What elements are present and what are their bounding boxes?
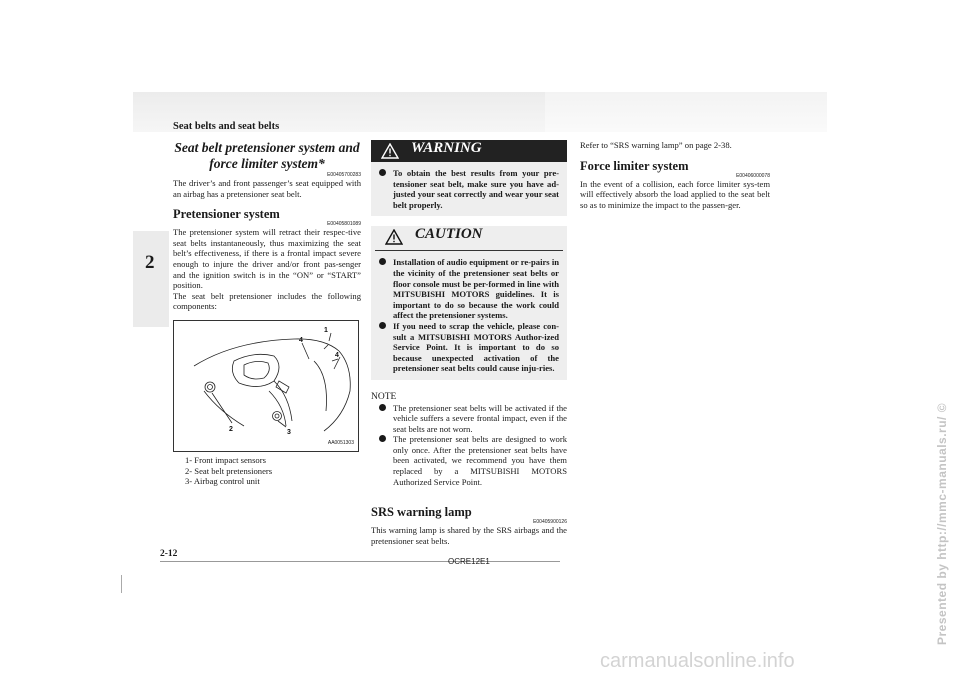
chapter-number: 2 — [145, 252, 155, 273]
callout-3: 3 — [287, 428, 291, 436]
side-mark — [121, 575, 122, 593]
srs-heading: SRS warning lamp — [371, 505, 472, 520]
figure-legend — [185, 455, 361, 487]
heading-code: E00405700283 — [327, 172, 361, 178]
header-band-right — [545, 92, 827, 132]
callout-2: 2 — [229, 425, 233, 433]
column-middle — [371, 140, 567, 546]
note-item: The pretensioner seat belts are designed to work only once. After the pretensioner seat belts have been activated, we recommend you have them replaced by a MITSUBISHI MOTORS Authorized Service Point. — [393, 434, 567, 487]
note-item: The pretensioner seat belts will be activated if the vehicle suffers a severe frontal impact, even if the seat belts are not worn. — [393, 403, 567, 435]
section-title: Seat belts and seat belts — [173, 121, 280, 132]
caution-item: If you need to scrap the vehicle, please con-sult a MITSUBISHI MOTORS Author-ized Service Point. It is important to do so because unexpected activation of the pretensioner seat belts could cause inju-ries. — [393, 321, 559, 374]
warning-box — [371, 140, 567, 216]
caution-item: Installation of audio equipment or re-pairs in the vicinity of the pretensioner seat belts or floor console must be per-formed in line with MITSUBISHI MOTORS guidelines. It is important to do so because the work could affect the pretensioner systems. — [393, 257, 559, 321]
srs-paragraph: This warning lamp is shared by the SRS airbags and the pretensioner seat belts. — [371, 525, 567, 546]
side-watermark: Presented by http://mmc-manuals.ru/ © — [935, 402, 949, 645]
note-list — [371, 403, 567, 488]
caution-list — [371, 251, 567, 374]
refer-text: Refer to “SRS warning lamp” on page 2-38. — [580, 140, 732, 150]
legend-item: 3- Airbag control unit — [185, 476, 260, 487]
pretensioner-heading: Pretensioner system — [173, 207, 280, 222]
legend-item: 2- Seat belt pretensioners — [185, 465, 273, 476]
chapter-tab — [133, 231, 169, 327]
main-heading: Seat belt pretensioner system and force limiter system* — [174, 140, 360, 171]
caution-header — [375, 226, 563, 251]
components-figure — [173, 320, 359, 452]
bullet-icon — [379, 258, 386, 265]
callout-1: 1 — [324, 326, 328, 334]
column-right — [580, 140, 770, 210]
figure-code: AA0051303 — [327, 440, 354, 447]
footer-rule — [160, 561, 560, 562]
pretensioner-paragraph-1: The pretensioner system will retract their respec-tive seat belts instantaneously, thus maximizing the seat belt’s effectiveness, if there is a frontal impact severe enough to injure the driver and/or front pas-senger and the ignition switch is in the “ON” or “START” position. — [173, 227, 361, 291]
caution-box — [371, 226, 567, 380]
column-left — [173, 140, 361, 487]
page-number: 2-12 — [160, 549, 178, 559]
caution-label: CAUTION — [415, 226, 483, 243]
pretensioner-paragraph-2: The seat belt pretensioner includes the following components: — [173, 290, 361, 312]
force-limiter-code: E00406000078 — [736, 172, 770, 179]
force-limiter-paragraph: In the event of a collision, each force limiter sys-tem will effectively absorb the load applied to the seat belt so as to minimize the impact to the passen-ger. — [580, 178, 770, 210]
intro-paragraph: The driver’s and front passenger’s seat equipped with an airbag has a pretensioner seat belt. — [173, 178, 361, 199]
legend-item: 1- Front impact sensors — [185, 454, 266, 465]
warning-list — [371, 162, 567, 210]
note-label: NOTE — [371, 391, 397, 402]
force-limiter-heading: Force limiter system — [580, 158, 689, 173]
warning-item: To obtain the best results from your pre-tensioner seat belt, make sure you have ad-justed your seat correctly and wear your seat belt properly. — [393, 168, 559, 210]
footer-code: OCRE12E1 — [448, 557, 490, 566]
warning-label: WARNING — [411, 140, 482, 156]
warning-header — [371, 140, 567, 162]
bullet-icon — [379, 404, 386, 411]
callout-4b: 4 — [335, 351, 339, 359]
caution-triangle-icon — [385, 229, 403, 245]
bullet-icon — [379, 435, 386, 442]
bottom-watermark: carmanualsonline.info — [600, 650, 795, 672]
warning-triangle-icon — [381, 143, 399, 159]
bullet-icon — [379, 322, 386, 329]
pretensioner-code: E00405801089 — [327, 221, 361, 228]
vehicle-interior-illustration — [174, 321, 358, 451]
srs-code: E00405900126 — [533, 519, 567, 526]
bullet-icon — [379, 169, 386, 176]
callout-4a: 4 — [299, 336, 303, 344]
